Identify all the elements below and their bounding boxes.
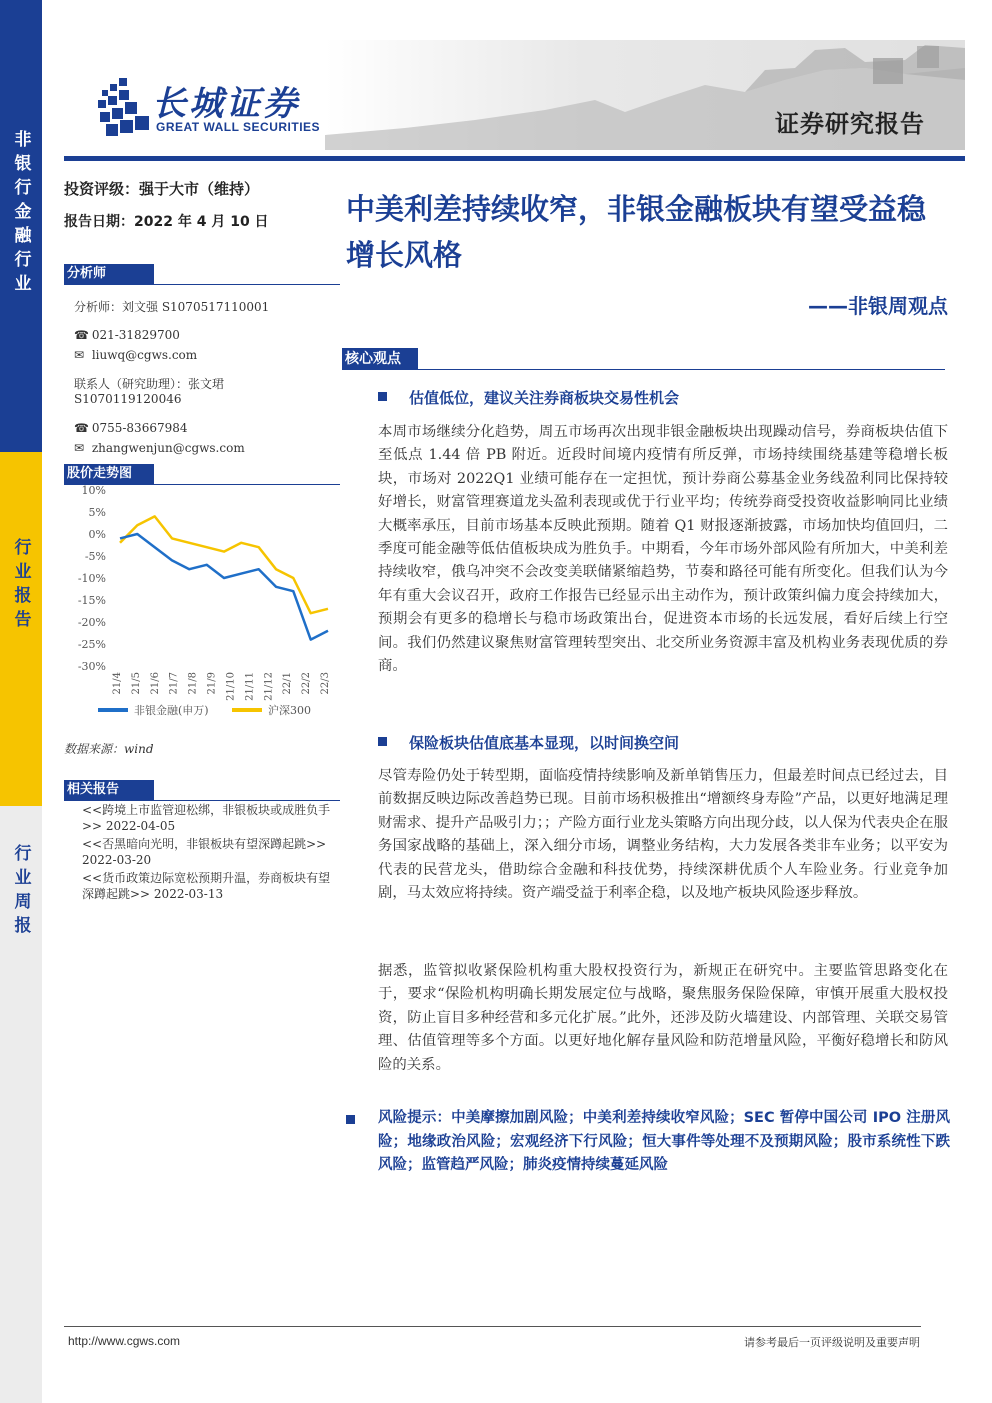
related-report-item[interactable]: <<货币政策边际宽松预期升温，券商板块有望深蹲起跳>> 2022-03-13	[82, 871, 331, 901]
x-tick-label: 21/12	[263, 672, 275, 701]
x-tick-label: 22/1	[282, 672, 294, 695]
related-section-header	[64, 778, 340, 801]
y-tick-label: 5%	[88, 506, 106, 519]
analyst-email-row	[74, 348, 197, 362]
chart-section-header	[64, 462, 340, 485]
report-date: 报告日期：2022 年 4 月 10 日	[64, 214, 269, 230]
analyst-email[interactable]: liuwq@cgws.com	[91, 348, 198, 362]
x-tick-label: 22/2	[301, 672, 313, 695]
y-tick-label: 10%	[81, 484, 106, 497]
contact-phone-row	[74, 421, 188, 435]
contact-email-row	[74, 441, 245, 455]
mail-icon: ✉	[74, 441, 85, 455]
data-source: 数据来源：wind	[64, 742, 154, 756]
x-tick-label: 21/7	[168, 672, 180, 695]
y-tick-label: -5%	[84, 550, 106, 563]
x-tick-label: 21/8	[187, 672, 199, 695]
bullet-square-icon	[378, 737, 387, 746]
side-label-weekly: 行业周报	[10, 844, 31, 940]
x-tick-label: 21/5	[130, 672, 142, 695]
phone-icon: ☎	[74, 421, 89, 435]
report-title: 中美利差持续收窄，非银金融板块有望受益稳增长风格	[346, 192, 927, 272]
paragraph-brokerage: 本周市场继续分化趋势，周五市场再次出现非银金融板块出现躁动信号，券商板块估值下至低点 1.44 倍 PB 附近。近段时间境内疫情有所反弹，市场持续围绕基建等稳增长板块，市场对 2022Q1 业绩可能存在一定担忧，预计券商公募基金业务线盈利同比保持较好增长，财富管理赛道龙头盈利表现或优于行业平均；传统券商受投资收益影响同比业绩大概率承压，目前市场基本反映此预期。随着 Q1 财报逐渐披露，市场加快均值回归，二季度可能金融等低估值板块成为胜负手。中期看，今年市场外部风险有所加大，中美利差持续收窄，俄乌冲突不会改变美联储紧缩趋势，节奏和路径可能有所变化。但我们认为今年有重大会议召开，政府工作报告已经显示出主动作为，预计政策纠偏力度会持续加大，预期会有更多的稳增长与稳市场政策出台，促进资本市场的长远发展，看好后续上行空间。我们仍然建议聚焦财富管理转型突出、北交所业务资源丰富及机构业务表现优质的券商。	[378, 424, 948, 675]
legend-label: 非银金融(申万)	[134, 704, 209, 717]
related-report-item[interactable]: <<否黑暗向光明，非银板块有望深蹲起跳>> 2022-03-20	[82, 837, 327, 867]
related-section-label: 相关报告	[64, 780, 154, 800]
phone-icon: ☎	[74, 328, 89, 342]
left-column	[64, 178, 340, 231]
y-tick-label: -10%	[77, 572, 106, 585]
heading-brokerage-text: 估值低位，建议关注券商板块交易性机会	[409, 389, 680, 407]
side-strip	[0, 0, 42, 1403]
side-segment-industry	[0, 0, 42, 452]
contact-phone: 0755-83667984	[91, 421, 188, 435]
paragraph-insurance: 尽管寿险仍处于转型期，面临疫情持续影响及新单销售压力，但最差时间点已经过去，目前数据反映边际改善趋势已现。目前市场积极推出“增额终身寿险”产品，以更好地满足理财需求、提升产品吸引力；；产险方面行业龙头策略方向出现分歧，以人保为代表央企在服务国家战略的基础上，深入细分市场，调整业务结构，大力发展各类非车业务；以平安为代表的民营龙头，借助综合金融和科技优势，持续深耕优质个人车险业务。行业竞争加剧，马太效应将持续。资产端受益于利率企稳，以及地产板块风险逐步释放。	[378, 768, 948, 902]
risk-warning-text: 风险提示：中美摩擦加剧风险；中美利差持续收窄风险；SEC 暂停中国公司 IPO 注册风险；地缘政治风险；宏观经济下行风险；恒大事件等处理不及预期风险；股市系统性下跌风险；监管趋严风险；肺炎疫情持续蔓延风险	[378, 1110, 950, 1173]
y-tick-label: 0%	[88, 528, 106, 541]
side-segment-weekly	[0, 806, 42, 1403]
header-divider	[64, 156, 965, 161]
footer-disclaimer: 请参考最后一页评级说明及重要声明	[744, 1336, 920, 1349]
section-divider	[64, 800, 340, 801]
y-tick-label: -25%	[77, 638, 106, 651]
x-tick-label: 21/4	[112, 672, 123, 695]
risk-warning	[346, 1107, 950, 1178]
core-section-header	[342, 348, 945, 370]
analyst-name: 分析师：刘文强 S1070517110001	[74, 300, 270, 314]
analyst-section-header	[64, 262, 340, 285]
brand-name-en: GREAT WALL SECURITIES	[156, 120, 321, 134]
y-tick-label: -20%	[77, 616, 106, 629]
footer-divider	[64, 1326, 921, 1327]
report-subtitle: ——非银周观点	[808, 294, 948, 318]
core-section-label: 核心观点	[342, 348, 418, 370]
side-segment-report	[0, 452, 42, 806]
stock-price-chart	[64, 484, 340, 734]
heading-brokerage	[378, 387, 679, 408]
bullet-square-icon	[346, 1115, 355, 1124]
y-tick-label: -30%	[77, 660, 106, 673]
heading-insurance	[378, 732, 679, 753]
mail-icon: ✉	[74, 348, 85, 362]
x-tick-label: 21/6	[149, 672, 161, 695]
section-divider	[64, 284, 340, 285]
brand-name-cn: 长城证券	[152, 84, 300, 124]
x-tick-label: 21/11	[244, 672, 256, 701]
bullet-square-icon	[378, 392, 387, 401]
chart-section-label: 股价走势图	[64, 464, 154, 484]
side-label-report: 行业报告	[10, 538, 31, 634]
analyst-phone: 021-31829700	[91, 328, 180, 342]
heading-insurance-text: 保险板块估值底基本显现，以时间换空间	[409, 734, 680, 752]
report-type: 证券研究报告	[775, 110, 925, 138]
contact-email[interactable]: zhangwenjun@cgws.com	[91, 441, 245, 455]
section-divider	[342, 369, 945, 370]
investment-rating: 投资评级：强于大市（维持）	[64, 180, 260, 198]
analyst-section-label: 分析师	[64, 264, 154, 284]
analyst-phone-row	[74, 328, 180, 342]
y-tick-label: -15%	[77, 594, 106, 607]
contact-id: S1070119120046	[74, 392, 182, 406]
footer-url[interactable]: http://www.cgws.com	[68, 1334, 181, 1348]
x-tick-label: 21/9	[206, 672, 218, 695]
contact-label: 联系人（研究助理）：张文珺	[74, 377, 225, 391]
x-tick-label: 21/10	[225, 672, 237, 701]
paragraph-regulation: 据悉，监管拟收紧保险机构重大股权投资行为，新规正在研究中。主要监管思路变化在于，要求“保险机构明确长期发展定位与战略，聚焦服务保险保障，审慎开展重大股权投资，防止盲目多种经营和多元化扩展。”此外，还涉及防火墙建设、内部管理、关联交易管理、估值管理等多个方面。以更好地化解存量风险和防范增量风险，平衡好稳增长和防风险的关系。	[378, 963, 948, 1073]
x-tick-label: 22/3	[320, 672, 331, 695]
side-label-industry: 非银行金融行业	[10, 130, 31, 298]
page-header	[64, 40, 965, 164]
related-report-item[interactable]: <<跨境上市监管迎松绑，非银板块或成胜负手>> 2022-04-05	[82, 803, 331, 833]
legend-label: 沪深300	[268, 704, 311, 717]
